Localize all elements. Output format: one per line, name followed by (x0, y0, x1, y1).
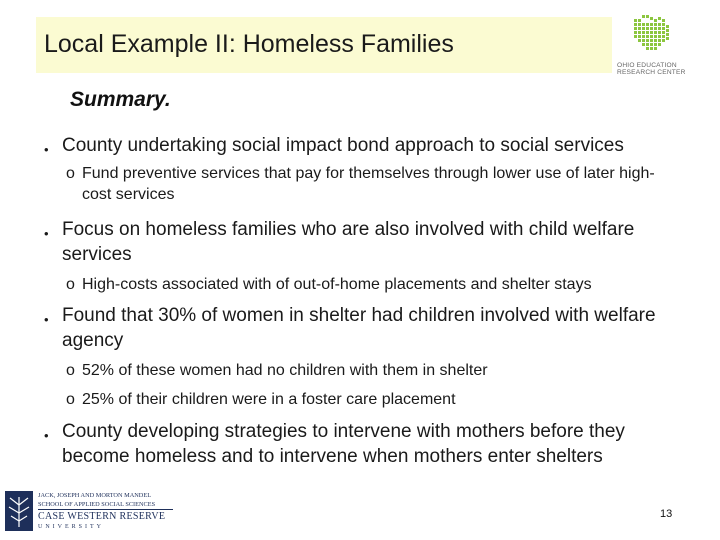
bullet-marker: • (44, 142, 49, 157)
bullet-text: County undertaking social impact bond approach to social services (62, 135, 624, 156)
title-bar (36, 17, 612, 73)
ohio-logo-line-2: RESEARCH CENTER (617, 69, 686, 76)
bullet-marker: • (44, 428, 49, 443)
sub-bullet-text: 52% of these women had no children with them in shelter (82, 362, 488, 379)
section-subtitle: Summary. (70, 88, 171, 111)
bullet-text: County developing strategies to intervene with mothers before they become homeless and to intervene when mothers enter shelters (62, 421, 625, 467)
slide-title: Local Example II: Homeless Families (44, 30, 454, 58)
sub-bullet-marker: o (66, 165, 75, 182)
mandel-school-emblem-icon (5, 491, 33, 531)
bullet-item (44, 420, 674, 469)
sub-bullet-marker: o (66, 362, 75, 379)
sub-bullet-marker: o (66, 391, 75, 408)
bullet-marker: • (44, 226, 49, 241)
sub-bullet-item (66, 163, 676, 205)
mandel-logo-line-1: JACK, JOSEPH AND MORTON MANDEL (38, 492, 152, 499)
page-number: 13 (660, 508, 673, 520)
mandel-logo-line-4: UNIVERSITY (38, 524, 104, 530)
sub-bullet-item (66, 274, 676, 295)
sub-bullet-marker: o (66, 276, 75, 293)
ohio-state-grid-icon (634, 15, 674, 59)
ohio-education-research-center-logo (614, 15, 694, 77)
mandel-school-logo (5, 489, 175, 535)
bullet-text: Found that 30% of women in shelter had children involved with welfare agency (62, 305, 656, 351)
mandel-logo-divider (38, 509, 173, 510)
ohio-logo-line-1: OHIO EDUCATION (617, 62, 677, 69)
sub-bullet-item (66, 360, 676, 381)
sub-bullet-text: Fund preventive services that pay for themselves through lower use of later high-cost services (82, 165, 655, 203)
mandel-logo-line-3: CASE WESTERN RESERVE (38, 511, 166, 522)
bullet-item (44, 218, 674, 267)
bullet-item (44, 134, 674, 159)
mandel-logo-line-2: SCHOOL OF APPLIED SOCIAL SCIENCES (38, 501, 156, 508)
bullet-marker: • (44, 312, 49, 327)
sub-bullet-text: High-costs associated with of out-of-home placements and shelter stays (82, 276, 592, 293)
sub-bullet-item (66, 389, 676, 410)
bullet-item (44, 304, 674, 353)
sub-bullet-text: 25% of their children were in a foster care placement (82, 391, 456, 408)
bullet-text: Focus on homeless families who are also involved with child welfare services (62, 219, 635, 265)
